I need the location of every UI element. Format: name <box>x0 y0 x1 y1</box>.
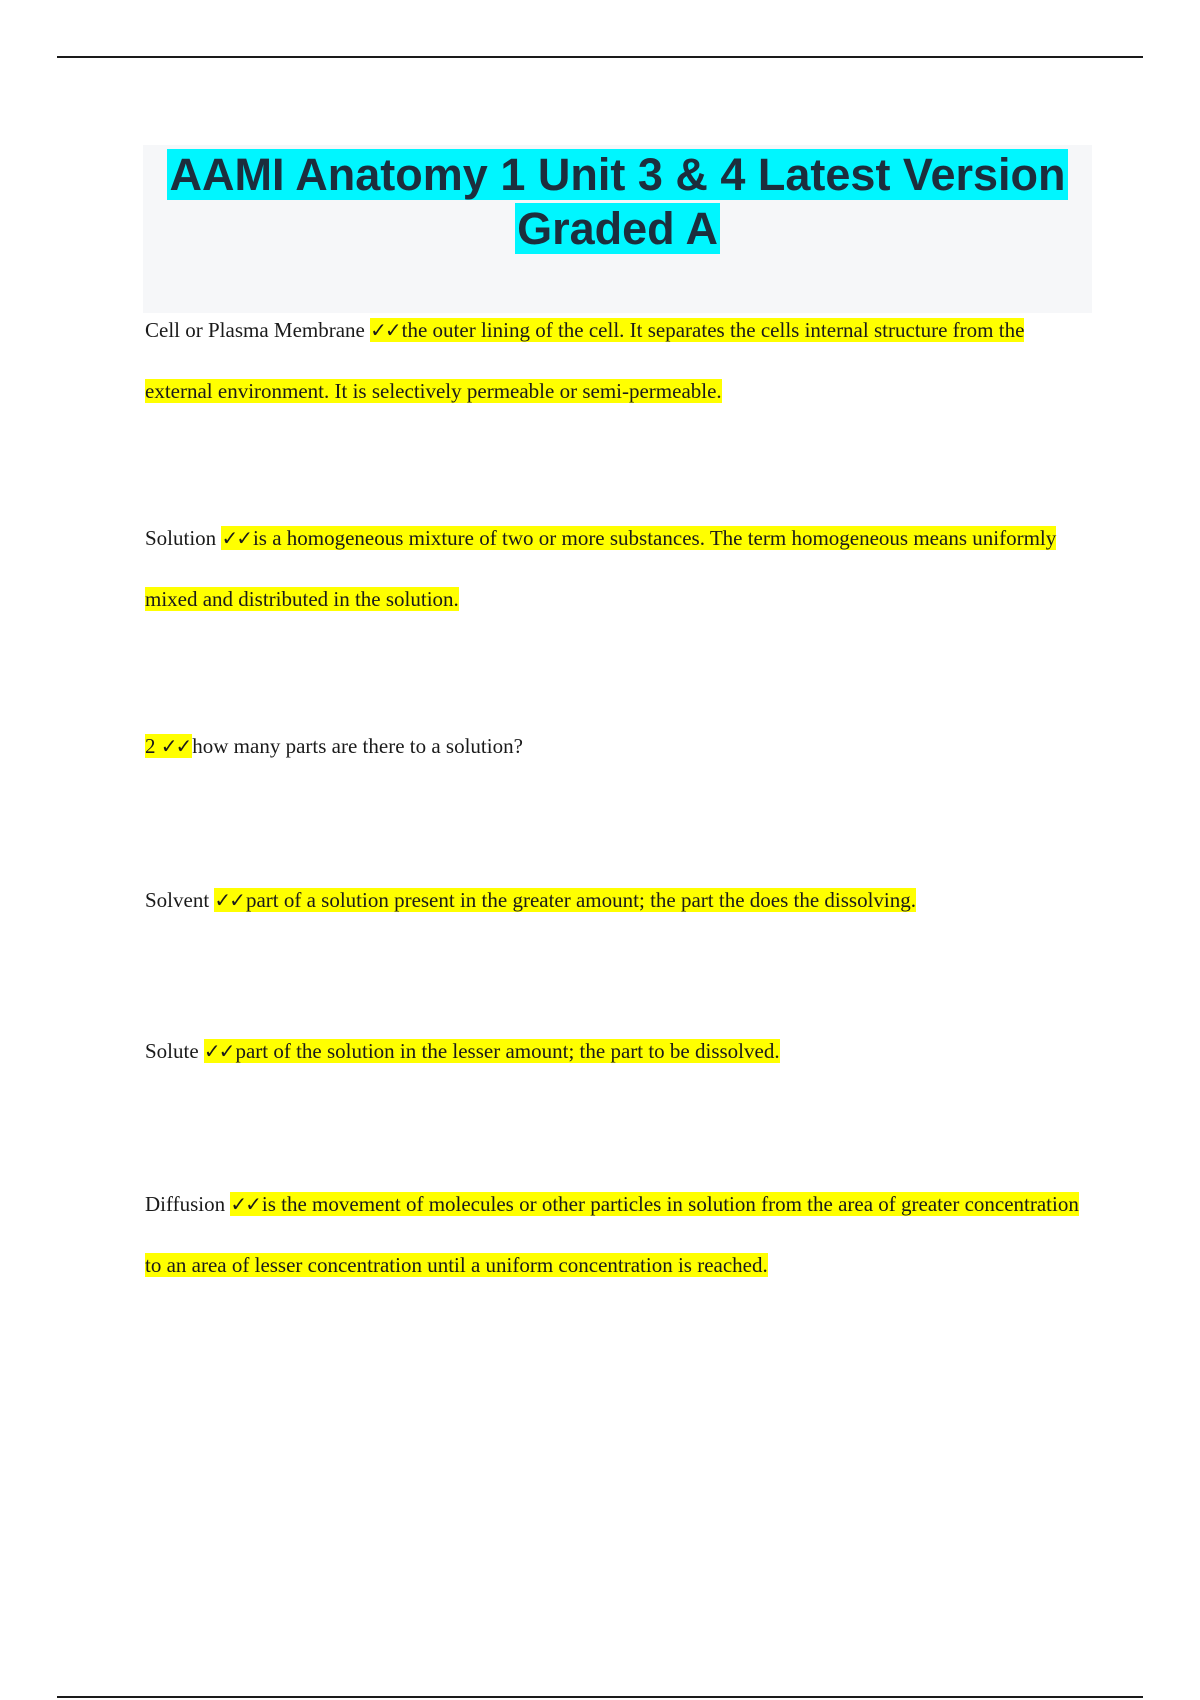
double-check-icon: ✓✓ <box>203 1039 234 1063</box>
bottom-rule <box>57 1696 1143 1698</box>
entry-answer-highlight <box>145 734 192 758</box>
double-check-icon: ✓✓ <box>221 526 251 550</box>
top-rule <box>57 56 1143 58</box>
flashcard-entry-solvent <box>145 870 1095 931</box>
entry-term: Cell or Plasma Membrane <box>145 318 365 342</box>
entry-answer-highlight <box>204 1039 780 1063</box>
entry-term: Solution <box>145 526 217 550</box>
entry-definition: part of a solution present in the greater amount; the part the does the dissolving. <box>245 888 917 912</box>
entry-definition: part of the solution in the lesser amount; the part to be dissolved. <box>235 1039 780 1063</box>
flashcard-entry-solution-parts <box>145 716 1095 777</box>
flashcard-entry-cell-membrane <box>145 300 1095 422</box>
flashcard-entry-solution <box>145 508 1095 630</box>
title-highlight: AAMI Anatomy 1 Unit 3 & 4 Latest Version Graded A <box>169 149 1066 254</box>
entry-definition: is the movement of molecules or other particles in solution from the area of greater concentration to an area of lesser concentration until a uniform concentration is reached. <box>145 1192 1079 1277</box>
double-check-icon: ✓✓ <box>160 734 191 758</box>
entry-term: 2 <box>145 734 156 758</box>
entry-answer-highlight <box>145 1192 1079 1277</box>
flashcard-entry-diffusion <box>145 1174 1095 1296</box>
entry-definition: how many parts are there to a solution? <box>192 734 523 758</box>
flashcard-entry-solute <box>145 1021 1095 1082</box>
entry-definition: the outer lining of the cell. It separates the cells internal structure from the external environment. It is selectively permeable or semi-permeable. <box>145 318 1025 403</box>
entry-term: Solvent <box>145 888 210 912</box>
document-title <box>143 148 1092 256</box>
double-check-icon: ✓✓ <box>230 1192 260 1216</box>
entry-term: Diffusion <box>145 1192 226 1216</box>
entry-term: Solute <box>145 1039 199 1063</box>
entry-definition: is a homogeneous mixture of two or more substances. The term homogeneous means uniformly mixed and distributed in the solution. <box>145 526 1057 611</box>
entry-answer-highlight <box>145 526 1056 611</box>
double-check-icon: ✓✓ <box>214 888 244 912</box>
entry-answer-highlight <box>214 888 916 912</box>
double-check-icon: ✓✓ <box>370 318 400 342</box>
